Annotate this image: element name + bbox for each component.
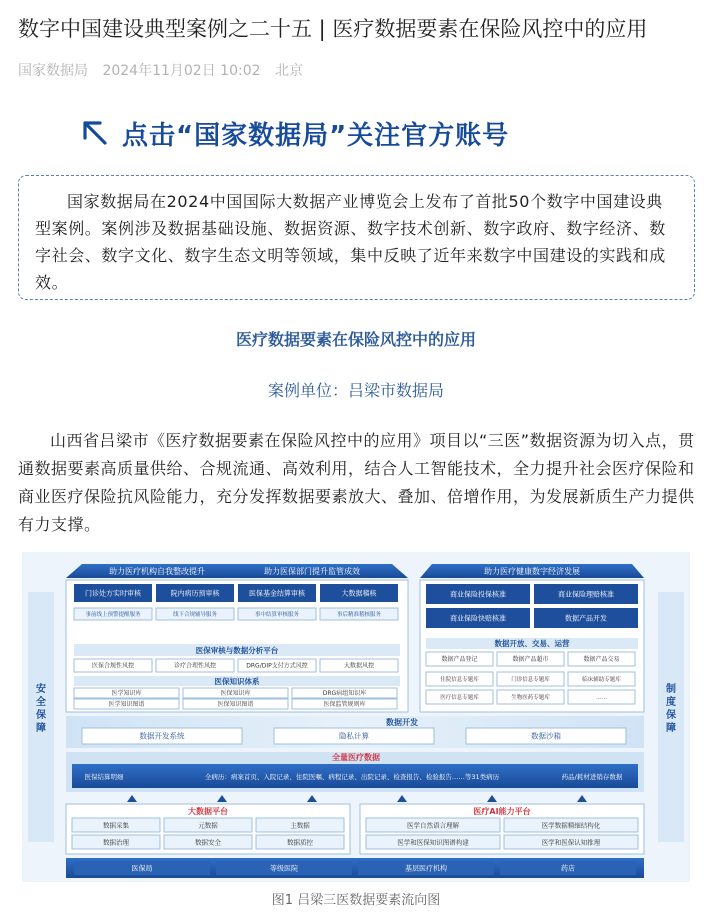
article-source[interactable]: 国家数据局 — [18, 63, 88, 79]
safety-side-label: 安全保障 — [36, 684, 46, 734]
topic-item: 生物医药专题库 — [511, 694, 550, 701]
analysis-item: 医保合规性风控 — [91, 662, 135, 670]
dev-header: 数据开发 — [386, 718, 418, 727]
bigdata-item: 元数据 — [198, 821, 218, 830]
right-blue-tab: 数据产品开发 — [565, 614, 607, 623]
source-item: 等级医院 — [270, 864, 298, 873]
source-item: 医保局 — [131, 864, 153, 873]
article-title: 数字中国建设典型案例之二十五 | 医疗数据要素在保险风控中的应用 — [18, 17, 648, 41]
article-date: 2024年11月02日 10:02 — [102, 63, 261, 79]
flow-arrow — [487, 795, 497, 802]
bigdata-header: 大数据平台 — [188, 807, 228, 816]
source-item: 基层医疗机构 — [405, 864, 447, 873]
bigdata-item: 数据治理 — [103, 838, 129, 847]
knowledge-item: 医保知识图谱 — [217, 701, 254, 709]
ai-header: 医疗AI能力平台 — [473, 807, 531, 816]
source-item: 药店 — [561, 864, 575, 873]
market-item: 数据产品登记 — [441, 656, 478, 664]
figure-caption: 图1 吕梁三医数据要素流向图 — [271, 893, 441, 908]
left-blue-tab: 门诊处方实时审核 — [85, 589, 141, 598]
knowledge-item: DRG病组知识库 — [322, 690, 367, 698]
market-item: 数据产品交易 — [583, 656, 620, 664]
knowledge-header: 医保知识体系 — [214, 677, 260, 686]
flow-arrow — [217, 795, 227, 802]
top-mid-header: 助力医保部门提升监管成效 — [264, 567, 360, 576]
right-blue-tab: 商业保险理赔核准 — [558, 590, 614, 599]
flow-arrow — [127, 795, 137, 802]
topic-item: 门诊信息专题库 — [511, 676, 550, 683]
market-item: 数据产品超市 — [512, 656, 549, 664]
dev-item: 隐私计算 — [339, 731, 369, 741]
case-unit: 案例单位：吕梁市数据局 — [267, 381, 444, 400]
analysis-item: DRG/DIP支付方式风控 — [246, 662, 308, 670]
left-sub-tab: 事中结算审核服务 — [254, 611, 300, 618]
body-paragraph: 山西省吕梁市《医疗数据要素在保险风控中的应用》项目以“三医”数据资源为切入点，贯通数据要素高质量供给、合规流通、高效利用，结合人工智能技术，全力提升社会医疗保险和商业医疗保险抗风险能力，充分发挥数据要素放大、叠加、倍增作用，为发展新质生产力提供有力支撑。 — [18, 431, 695, 534]
left-sub-tab: 事前线上预警提醒服务 — [85, 611, 141, 618]
knowledge-item: 医保监管规则库 — [323, 701, 366, 709]
topic-item: 住院信息专题库 — [440, 676, 479, 683]
analysis-header: 医保审核与数据分析平台 — [195, 646, 279, 655]
left-blue-tab: 医保基金结算审核 — [249, 589, 305, 598]
top-right-header: 助力医疗健康数字经济发展 — [484, 567, 580, 576]
full-data-right: 药品/耗材进销存数据 — [561, 773, 623, 781]
dev-item: 数据开发系统 — [139, 731, 185, 741]
topic-item: …… — [596, 694, 607, 701]
arrow-up-left-icon — [82, 120, 108, 146]
right-blue-tab: 商业保险快赔核准 — [450, 614, 506, 623]
full-data-header: 全量医疗数据 — [332, 753, 380, 762]
ai-item: 医学自然语言理解 — [407, 821, 459, 830]
market-header: 数据开放、交易、运营 — [494, 639, 570, 648]
top-left-header: 助力医疗机构自我整改提升 — [109, 567, 205, 576]
flow-arrow — [577, 795, 587, 802]
full-data-mid: 全病历：病案首页、入院记录、住院医嘱、病程记录、出院记录、检查报告、检验报告……等31类病历 — [204, 773, 500, 781]
bigdata-item: 数据安全 — [195, 838, 221, 847]
article-location: 北京 — [274, 63, 303, 79]
flow-arrow — [397, 795, 407, 802]
topic-item: 临床辅助专题库 — [582, 676, 621, 683]
analysis-item: 诊疗合理性风控 — [173, 662, 217, 670]
analysis-item: 大数据风控 — [343, 662, 375, 670]
knowledge-item: 医保知识库 — [220, 690, 251, 698]
system-side-label: 制度保障 — [666, 684, 676, 734]
knowledge-item: 医学知识库 — [111, 690, 142, 698]
ai-item: 医学和医保认知推理 — [541, 838, 601, 847]
left-blue-tab: 院内病历预审核 — [170, 589, 220, 598]
data-flow-figure — [22, 552, 690, 882]
bigdata-item: 数据采集 — [103, 821, 129, 830]
flow-arrow — [307, 795, 317, 802]
left-sub-tab: 事后精准稽核服务 — [336, 611, 382, 618]
left-blue-tab: 大数据稽核 — [341, 589, 377, 598]
intro-box: 国家数据局在2024中国国际大数据产业博览会上发布了首批50个数字中国建设典型案例。案例涉及数据基础设施、数据资源、数字技术创新、数字政府、数字经济、数字社会、数字文化、数字生态文明等领域，集中反映了近年来数字中国建设的实践和成效。 — [18, 175, 695, 300]
follow-banner[interactable] — [82, 113, 509, 153]
full-data-left: 医保结算明细 — [84, 773, 124, 781]
section-title: 医疗数据要素在保险风控中的应用 — [235, 330, 476, 349]
knowledge-item: 医学知识图谱 — [108, 701, 145, 709]
dev-item: 数据沙箱 — [531, 731, 561, 741]
follow-label: 点击“国家数据局”关注官方账号 — [122, 120, 510, 151]
topic-item: 医疗信息专题库 — [440, 694, 479, 701]
bigdata-item: 主数据 — [290, 821, 310, 830]
ai-item: 医学和医保知识图谱构建 — [397, 838, 469, 847]
article-meta — [18, 60, 313, 80]
right-blue-tab: 商业保险投保核准 — [450, 590, 506, 599]
ai-item: 医学数据精细结构化 — [541, 821, 601, 830]
left-sub-tab: 线下合规辅导服务 — [172, 611, 218, 618]
bigdata-item: 数据质控 — [287, 838, 313, 847]
